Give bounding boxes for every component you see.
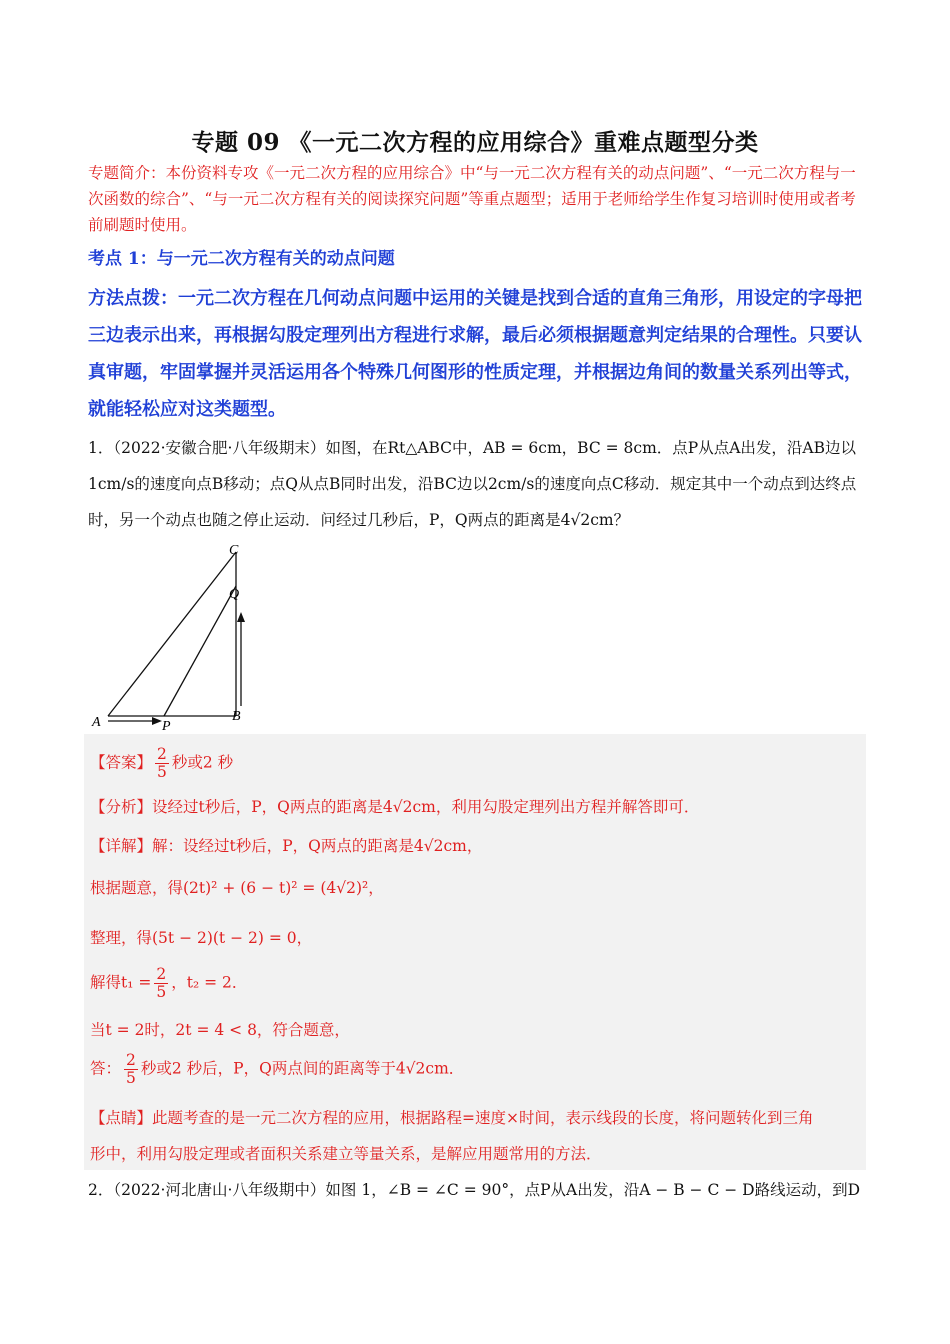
line-p-c xyxy=(164,586,236,716)
line-a-c xyxy=(108,552,236,716)
step-3 xyxy=(90,966,247,1001)
answer-fraction: $\frac{2}{5}$ xyxy=(157,745,167,781)
analysis-tag: 【分析】 xyxy=(90,798,153,816)
label-p: P xyxy=(162,719,171,732)
label-a: A xyxy=(92,715,101,730)
step-5-fraction: $\frac{2}{5}$ xyxy=(126,1051,136,1087)
triangle-figure xyxy=(86,540,256,732)
question-1-text: 如图，在Rt△ABC中，AB = 6cm，BC = 8cm．点P从点A出发，沿AB边以1cm/s的速度向点B移动；点Q从点B同时出发，沿BC边以2cm/s的速度向点C移动．规定其中一个动点到达终点时，另一个动点也随之停止运动．问经过几秒后，P，Q两点的距离是4√2cm？ xyxy=(88,439,857,529)
step-2: 整理，得(5t − 2)(t − 2) = 0， xyxy=(90,929,313,947)
step-1: 根据题意，得(2t)² + (6 − t)² = (4√2)²， xyxy=(90,879,384,897)
comment-line-1 xyxy=(90,1106,814,1128)
kaodian-heading: 考点 1：与一元二次方程有关的动点问题 xyxy=(88,249,395,269)
label-c: C xyxy=(229,543,239,558)
question-1 xyxy=(88,430,868,538)
arrow-right-head xyxy=(152,717,162,725)
topic-intro: 专题简介：本份资料专攻《一元二次方程的应用综合》中“与一元二次方程有关的动点问题”、“一元二次方程与一次函数的综合”、“与一元二次方程有关的阅读探究问题”等重点题型；适用于老师给学生作复习培训时使用或者考前刷题时使用。 xyxy=(88,164,856,234)
comment-text-1: 此题考查的是一元二次方程的应用，根据路程=速度×时间，表示线段的长度，将问题转化到三角 xyxy=(152,1109,814,1127)
detail-text: 解：设经过t秒后，P，Q两点的距离是4√2cm， xyxy=(152,837,483,855)
label-q: Q xyxy=(229,587,240,602)
analysis-text: 设经过t秒后，P，Q两点的距离是4√2cm，利用勾股定理列出方程并解答即可． xyxy=(152,798,700,816)
detail-line xyxy=(90,834,482,856)
answer-tag: 【答案】 xyxy=(90,753,153,772)
answer-line xyxy=(90,746,233,781)
analysis-line xyxy=(90,795,699,817)
arrow-up-head xyxy=(237,612,245,622)
method-tip: 方法点拨：一元二次方程在几何动点问题中运用的关键是找到合适的直角三角形，用设定的字母把三边表示出来，再根据勾股定理列出方程进行求解，最后必须根据题意判定结果的合理性。只要认真审题，牢固掌握并灵活运用各个特殊几何图形的性质定理，并根据边角间的数量关系列出等式，就能轻松应对这类题型。 xyxy=(88,288,862,420)
question-2: 2．（2022·河北唐山·八年级期中）如图 1，∠B = ∠C = 90°，点P从A出发，沿A − B − C − D路线运动，到D xyxy=(88,1181,861,1199)
comment-line-2: 形中，利用勾股定理或者面积关系建立等量关系，是解应用题常用的方法． xyxy=(90,1145,602,1163)
step-5-head: 答： xyxy=(90,1059,122,1078)
step-3-head: 解得t₁ = xyxy=(90,973,152,992)
question-1-number: 1． xyxy=(88,439,114,457)
step-4: 当t = 2时，2t = 4 < 8，符合题意， xyxy=(90,1021,350,1039)
step-5-tail: 秒或2 秒后，P，Q两点间的距离等于4√2cm． xyxy=(140,1059,465,1078)
detail-tag: 【详解】 xyxy=(90,837,153,855)
label-b: B xyxy=(232,709,241,724)
step-3-tail: ，t₂ = 2． xyxy=(171,973,248,992)
page-title: 专题 09 《一元二次方程的应用综合》重难点题型分类 xyxy=(191,129,759,156)
step-5 xyxy=(90,1052,464,1087)
step-3-fraction: $\frac{2}{5}$ xyxy=(156,965,167,1001)
question-1-source: （2022·安徽合肥·八年级期末） xyxy=(113,439,326,457)
comment-tag: 【点睛】 xyxy=(90,1109,153,1127)
answer-text: 秒或2 秒 xyxy=(171,753,234,772)
